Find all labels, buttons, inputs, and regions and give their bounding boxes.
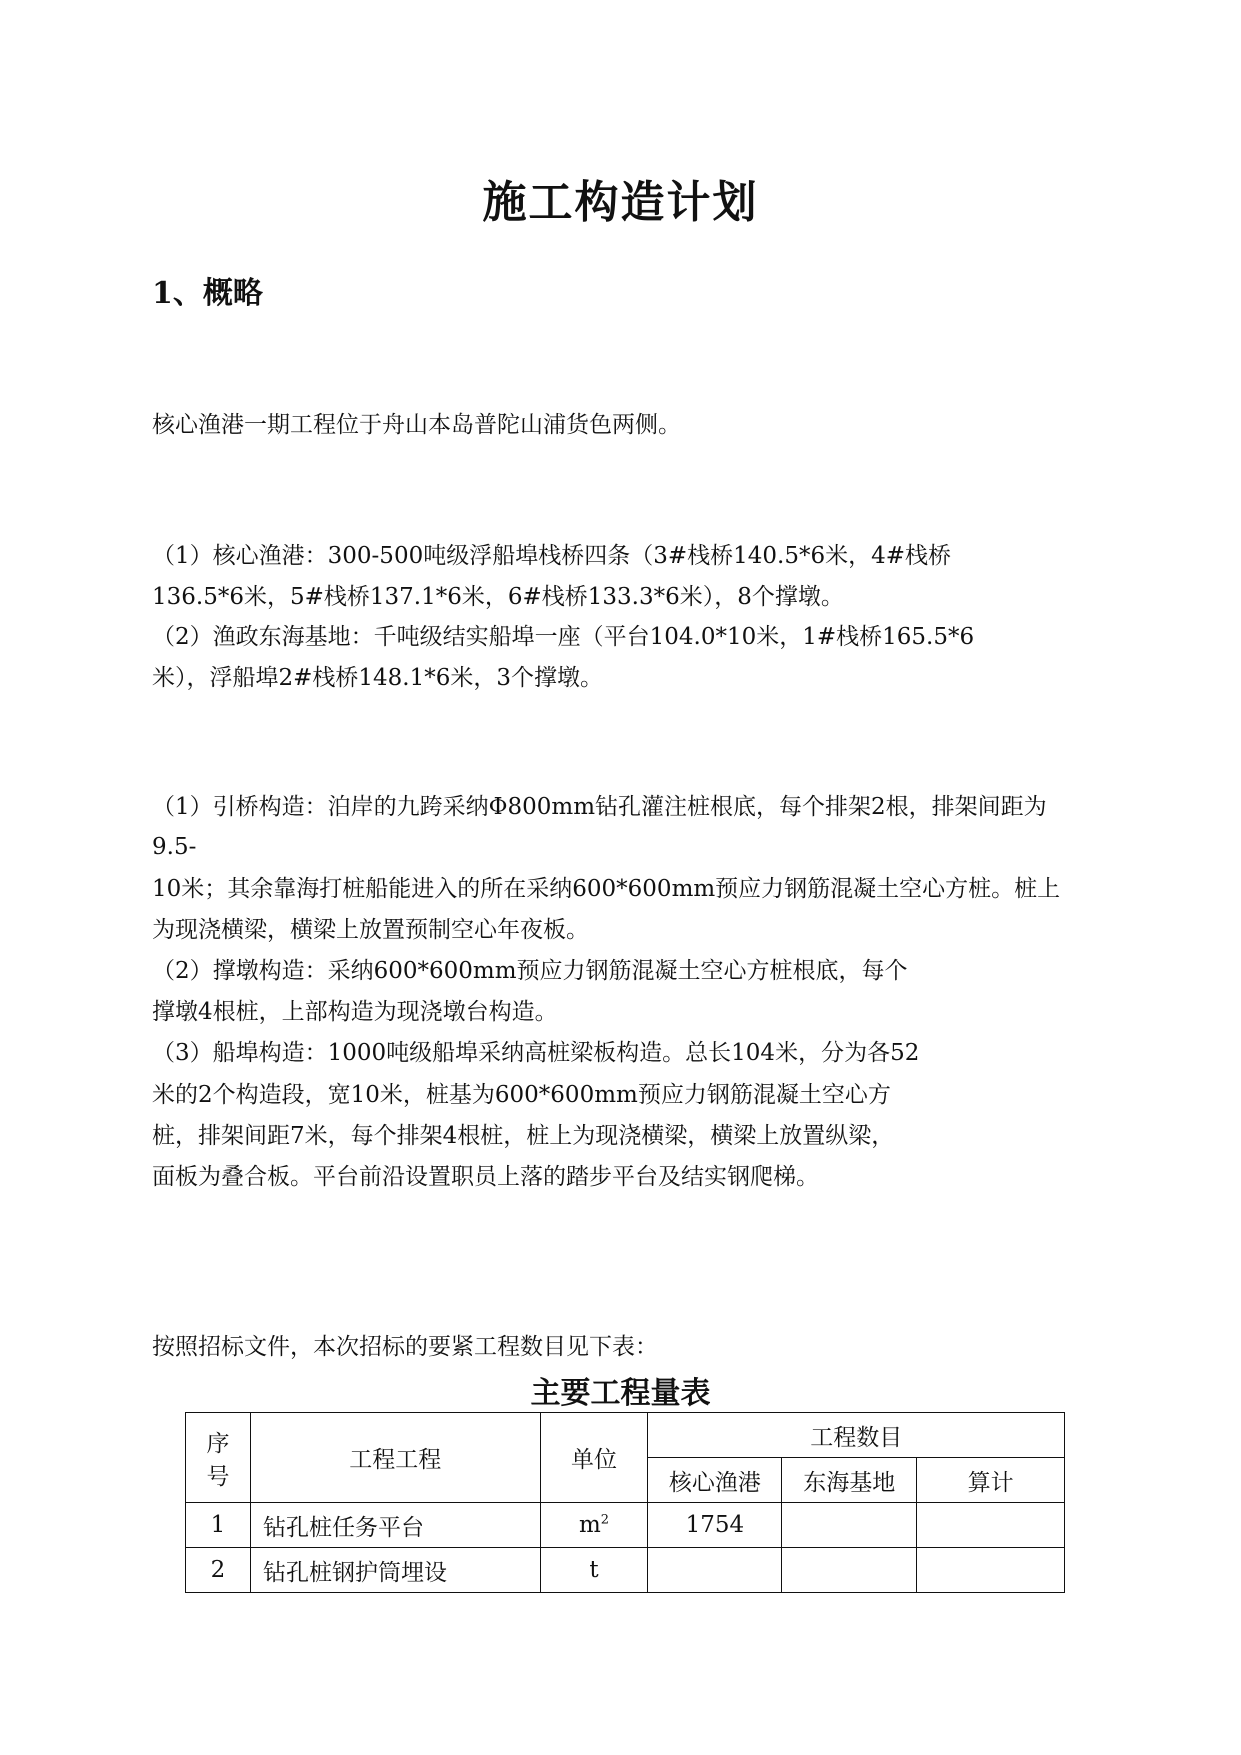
cell-item: 钻孔桩钢护筒埋设 <box>250 1548 540 1593</box>
intro-paragraph: 核心渔港一期工程位于舟山本岛普陀山浦货色两侧。 <box>152 412 681 438</box>
structure-line-1: （1）引桥构造：泊岸的九跨采纳Φ800mm钻孔灌注桩根底，每个排架2根，排架间距为 <box>152 794 1047 820</box>
table-row <box>186 1503 1065 1548</box>
header-core-harbor: 核心渔港 <box>648 1458 782 1503</box>
scope-line-1: （1）核心渔港：300-500吨级浮船埠栈桥四条（3#栈桥140.5*6米，4#栈桥 <box>152 543 951 569</box>
unit-superscript: 2 <box>600 1512 610 1528</box>
table-intro: 按照招标文件，本次招标的要紧工程数目见下表： <box>152 1334 658 1360</box>
cell-seq: 2 <box>186 1548 251 1593</box>
structure-line-9: 桩，排架间距7米，每个排架4根桩，桩上为现浇横梁，横梁上放置纵梁， <box>152 1123 895 1149</box>
cell-unit <box>540 1548 648 1593</box>
header-item: 工程工程 <box>250 1413 540 1503</box>
unit-base: t <box>589 1557 599 1583</box>
table-title: 主要工程量表 <box>530 1376 711 1411</box>
cell-total <box>917 1503 1065 1548</box>
cell-total <box>917 1548 1065 1593</box>
cell-item: 钻孔桩任务平台 <box>250 1503 540 1548</box>
cell-core: 1754 <box>648 1503 782 1548</box>
structure-line-5: （2）撑墩构造：采纳600*600mm预应力钢筋混凝土空心方桩根底，每个 <box>152 958 908 984</box>
quantity-table <box>185 1412 1065 1593</box>
section-heading-overview: 1、概略 <box>152 276 263 311</box>
header-quantity: 工程数目 <box>648 1413 1065 1458</box>
header-seq-line-2: 号 <box>206 1463 230 1490</box>
table-row <box>186 1548 1065 1593</box>
header-total: 算计 <box>917 1458 1065 1503</box>
cell-unit <box>540 1503 648 1548</box>
table-header-row-1 <box>186 1413 1065 1458</box>
header-east-base: 东海基地 <box>782 1458 917 1503</box>
structure-line-10: 面板为叠合板。平台前沿设置职员上落的踏步平台及结实钢爬梯。 <box>152 1164 819 1190</box>
structure-line-2: 9.5- <box>152 834 197 860</box>
scope-line-2: 136.5*6米，5#栈桥137.1*6米，6#栈桥133.3*6米），8个撑墩。 <box>152 584 844 610</box>
header-unit: 单位 <box>540 1413 648 1503</box>
structure-line-4: 为现浇横梁，横梁上放置预制空心年夜板。 <box>152 917 589 943</box>
structure-line-7: （3）船埠构造：1000吨级船埠采纳高桩梁板构造。总长104米，分为各52 <box>152 1040 920 1066</box>
unit-base: m <box>578 1512 601 1538</box>
scope-line-3: （2）渔政东海基地：千吨级结实船埠一座（平台104.0*10米，1#栈桥165.5*6 <box>152 624 975 650</box>
cell-east <box>782 1503 917 1548</box>
document-title: 施工构造计划 <box>482 177 759 228</box>
structure-line-6: 撑墩4根桩，上部构造为现浇墩台构造。 <box>152 999 558 1025</box>
structure-line-8: 米的2个构造段，宽10米，桩基为600*600mm预应力钢筋混凝土空心方 <box>152 1082 891 1108</box>
cell-east <box>782 1548 917 1593</box>
scope-line-4: 米），浮船埠2#栈桥148.1*6米，3个撑墩。 <box>152 665 604 691</box>
cell-core <box>648 1548 782 1593</box>
structure-line-3: 10米；其余靠海打桩船能进入的所在采纳600*600mm预应力钢筋混凝土空心方桩。桩上 <box>152 876 1061 902</box>
cell-seq: 1 <box>186 1503 251 1548</box>
header-seq-line-1: 序 <box>206 1430 230 1457</box>
header-seq <box>186 1413 251 1503</box>
